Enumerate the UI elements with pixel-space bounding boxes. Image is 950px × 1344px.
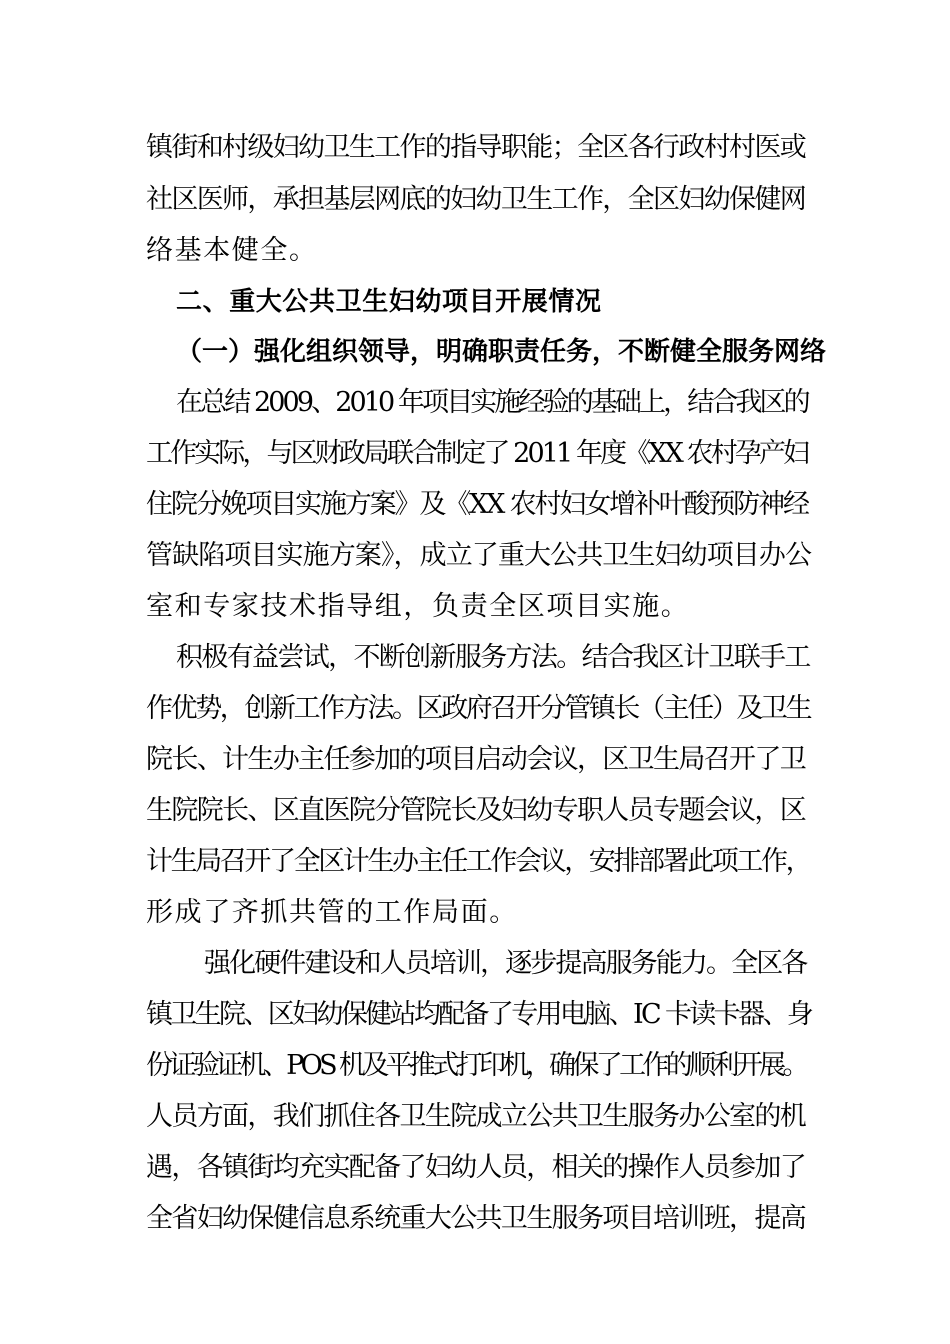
section-heading: 二、重大公共卫生妇幼项目开展情况 — [176, 287, 602, 317]
paragraph-line: 份证验证机、POS 机及平推式打印机，确保了工作的顺利开展。 — [146, 1050, 806, 1081]
paragraph-line: 在总结 2009、2010 年项目实施经验的基础上，结合我区的 — [176, 387, 808, 418]
paragraph-line: 作优势，创新工作方法。区政府召开分管镇长（主任）及卫生 — [146, 693, 811, 724]
paragraph-line: 遇，各镇街均充实配备了妇幼人员，相关的操作人员参加了 — [146, 1152, 806, 1183]
paragraph-line: 住院分娩项目实施方案》及《XX 农村妇女增补叶酸预防神经 — [146, 489, 808, 520]
paragraph-line: 生院院长、区直医院分管院长及妇幼专职人员专题会议，区 — [146, 795, 806, 826]
paragraph-line: 积极有益尝试，不断创新服务方法。结合我区计卫联手工 — [176, 642, 810, 673]
subsection-heading: （一）强化组织领导，明确职责任务，不断健全服务网络 — [176, 337, 827, 367]
paragraph-line: 室和专家技术指导组，负责全区项目实施。 — [146, 591, 690, 622]
paragraph-line: 强化硬件建设和人员培训，逐步提高服务能力。全区各 — [204, 948, 807, 979]
paragraph-line: 计生局召开了全区计生办主任工作会议，安排部署此项工作， — [146, 846, 811, 877]
paragraph-line: 形成了齐抓共管的工作局面。 — [146, 897, 518, 928]
paragraph-line: 络基本健全。 — [146, 235, 318, 266]
paragraph-line: 管缺陷项目实施方案》，成立了重大公共卫生妇幼项目办公 — [146, 540, 812, 571]
paragraph-line: 院长、计生办主任参加的项目启动会议，区卫生局召开了卫 — [146, 744, 806, 775]
paragraph-line: 镇街和村级妇幼卫生工作的指导职能；全区各行政村村医或 — [146, 132, 806, 163]
paragraph-line: 工作实际，与区财政局联合制定了 2011 年度《XX 农村孕产妇 — [146, 438, 808, 469]
paragraph-line: 社区医师，承担基层网底的妇幼卫生工作，全区妇幼保健网 — [146, 184, 806, 215]
paragraph-line: 镇卫生院、区妇幼保健站均配备了专用电脑、IC 卡读卡器、身 — [146, 999, 812, 1030]
paragraph-line: 全省妇幼保健信息系统重大公共卫生服务项目培训班，提高 — [146, 1203, 806, 1234]
paragraph-line: 人员方面，我们抓住各卫生院成立公共卫生服务办公室的机 — [146, 1101, 806, 1132]
